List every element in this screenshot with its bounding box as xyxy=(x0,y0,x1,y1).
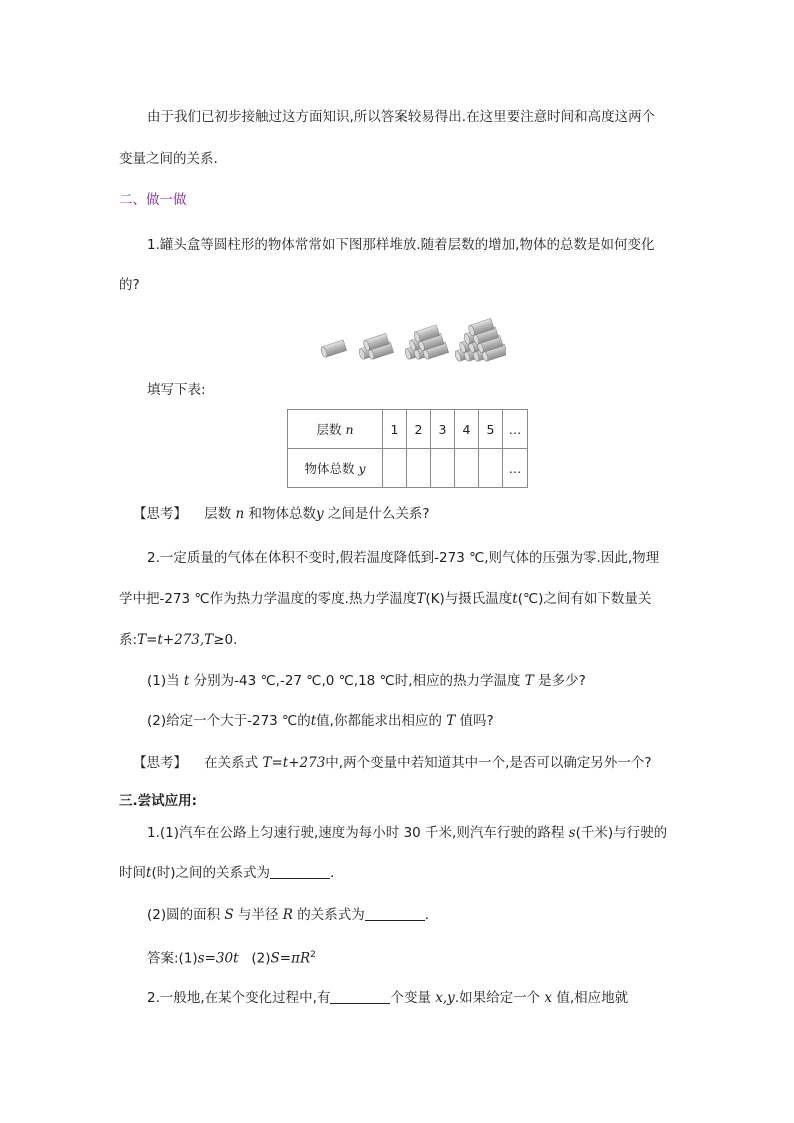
text: 是多少? xyxy=(538,673,586,689)
question-line xyxy=(147,989,628,1007)
text: 值,相应地就 xyxy=(556,990,629,1006)
formula: T=t+273 xyxy=(262,755,326,771)
variable: s xyxy=(568,825,576,841)
answer-line xyxy=(147,946,316,968)
text: 值,你都能求出相应的 xyxy=(316,713,442,729)
text: (1)当 xyxy=(147,673,180,689)
think-tag: 【思考】 xyxy=(133,506,187,522)
sub-question xyxy=(147,672,586,690)
table-cell: 5 xyxy=(479,410,503,449)
variable: T xyxy=(524,673,534,689)
text: 与半径 xyxy=(237,907,279,923)
question-line: 1.罐头盒等圆柱形的物体常常如下图那样堆放.随着层数的增加,物体的总数是如何变化 xyxy=(147,237,655,253)
paragraph-line: 变量之间的关系. xyxy=(119,151,218,167)
variable: x,y xyxy=(435,990,455,1006)
text: 学中把-273 ℃作为热力学温度的零度.热力学温度 xyxy=(119,591,417,607)
table-row xyxy=(288,449,528,488)
text: . xyxy=(329,865,335,881)
row-label: 物体总数 xyxy=(304,461,355,476)
table-cell: … xyxy=(503,410,528,449)
table-cell[interactable] xyxy=(479,449,503,488)
section-title: 二、做一做 xyxy=(119,192,187,208)
row-variable: y xyxy=(358,461,366,476)
variable: T xyxy=(416,591,426,607)
answer-blank[interactable] xyxy=(330,989,390,1004)
answer-label: (2) xyxy=(251,950,271,967)
text: 个变量 xyxy=(390,990,431,1006)
question-line xyxy=(119,631,237,649)
text: 时间 xyxy=(119,865,146,881)
answer-blank[interactable] xyxy=(270,864,330,879)
question-line xyxy=(119,590,651,608)
table-cell[interactable] xyxy=(431,449,455,488)
variable: t xyxy=(310,713,317,729)
formula: S=πR xyxy=(270,950,311,967)
instruction: 填写下表: xyxy=(147,382,206,398)
text: 的关系式为 xyxy=(297,907,365,923)
paragraph-line: 由于我们已初步接触过这方面知识,所以答案较易得出.在这里要注意时间和高度这两个 xyxy=(147,109,656,125)
answer-label: 答案:(1) xyxy=(147,950,198,967)
text: 分别为-43 ℃,-27 ℃,0 ℃,18 ℃时,相应的热力学温度 xyxy=(193,673,521,689)
text: 值吗? xyxy=(459,713,494,729)
answer-blank[interactable] xyxy=(365,906,425,921)
table-cell: 2 xyxy=(407,410,431,449)
variable: S xyxy=(224,907,234,923)
text: 之间是什么关系? xyxy=(327,506,430,522)
variable: T xyxy=(446,713,456,729)
variable: R xyxy=(282,907,293,923)
text: (时)之间的关系式为 xyxy=(151,865,270,881)
text: 2.一般地,在某个变化过程中,有 xyxy=(147,990,331,1006)
variable: n xyxy=(235,506,245,522)
variable: t xyxy=(512,591,518,607)
question-line xyxy=(147,824,667,842)
text: 层数 xyxy=(204,506,232,522)
table-header-cell xyxy=(288,410,383,449)
think-line xyxy=(133,754,652,772)
row-variable: n xyxy=(345,422,354,437)
formula: T=t+273,T xyxy=(137,632,214,648)
can-icon xyxy=(320,340,347,358)
text: 在关系式 xyxy=(204,755,259,771)
table-cell: … xyxy=(503,449,528,488)
stacked-cans-illustration xyxy=(318,316,506,364)
text: 和物体总数 xyxy=(248,506,316,522)
sub-question xyxy=(147,906,429,924)
table-cell: 1 xyxy=(383,410,407,449)
table-cell: 3 xyxy=(431,410,455,449)
text: ≥0. xyxy=(213,632,238,648)
superscript: 2 xyxy=(310,950,316,960)
question-line: 2.一定质量的气体在体积不变时,假若温度降低到-273 ℃,则气体的压强为零.因此,物理 xyxy=(147,550,660,566)
question-line: 的? xyxy=(119,277,140,293)
table-header-cell xyxy=(288,449,383,488)
question-line xyxy=(119,864,334,882)
think-line xyxy=(133,505,430,523)
variable: y xyxy=(315,506,324,522)
sub-question xyxy=(147,712,494,730)
text: (2)圆的面积 xyxy=(147,907,221,923)
text: 系: xyxy=(119,632,138,648)
variable: t xyxy=(146,865,152,881)
variable: t xyxy=(183,673,190,689)
text: 中,两个变量中若知道其中一个,是否可以确定另外一个? xyxy=(325,755,652,771)
text: (千米)与行驶的 xyxy=(575,825,668,841)
table-cell[interactable] xyxy=(407,449,431,488)
table-cell: 4 xyxy=(455,410,479,449)
variable: x xyxy=(544,990,553,1006)
text: .如果给定一个 xyxy=(454,990,541,1006)
table-row xyxy=(288,410,528,449)
text: 1.(1)汽车在公路上匀速行驶,速度为每小时 30 千米,则汽车行驶的路程 xyxy=(147,825,565,841)
formula: s=30t xyxy=(197,950,239,967)
row-label: 层数 xyxy=(316,422,342,437)
section-title: 三.尝试应用: xyxy=(119,793,198,809)
text: (2)给定一个大于-273 ℃的 xyxy=(147,713,311,729)
text: (K)与摄氏温度 xyxy=(425,591,513,607)
text: . xyxy=(424,907,430,923)
table-cell[interactable] xyxy=(383,449,407,488)
layers-table xyxy=(287,409,528,488)
text: (℃)之间有如下数量关 xyxy=(517,591,652,607)
table-cell[interactable] xyxy=(455,449,479,488)
think-tag: 【思考】 xyxy=(133,755,187,771)
